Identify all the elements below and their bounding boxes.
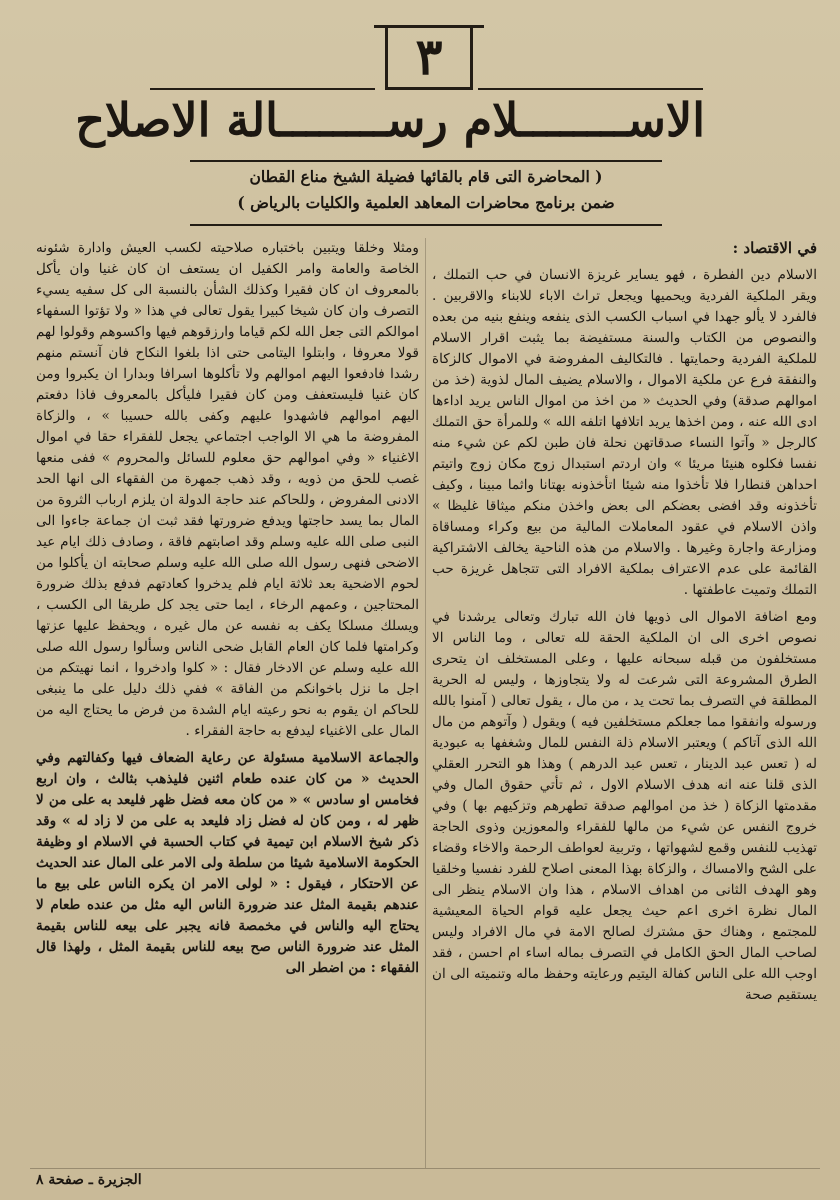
article-title: الاســــــــلام رســــــــالة الاصلاح bbox=[75, 93, 705, 147]
section-heading-economy: في الاقتصاد : bbox=[732, 239, 817, 257]
right-paragraph-2: ومع اضافة الاموال الى ذويها فان الله تبارك وتعالى يرشدنا في نصوص اخرى الى ان الملكية الحقة لله تعالى ، وما الناس الا مستخلفون من قبله سبحانه عليها ، وعلى المستخلف ان يتحرى الطرق المشروعة التى شرعت له ولا يتجاوزها ، وليس له الحرية المطلقة في التصرف بما تحت يد ، من مال ، يقول تعالى ( آمنوا بالله ورسوله وانفقوا مما جعلكم مستخلفين فيه ) ويقول ( وآتوهم من مال الله الذى آتاكم ) ويعتبر الاسلام ذلة النفس للمال وشغفها به عبودية له ( تعس عبد الدينار ، تعس عبد الدرهم ) وهذا هو التحرر العقلي الذى قلنا عنه انه هدف الاسلام الاول ، ثم تأتي حقوق المال وفي مقدمتها الزكاة ( خذ من اموالهم صدقة تطهرهم وتزكيهم بها ) وفي خروج النفس عن شيء من مالها للفقراء والمعوزين وذوى الحاجة تهذيب للنفس وقمع لشهواتها ، وتربية لعواطف الرحمة والاخاء وقضاء على الشح والامساك ، والزكاة بهذا المعنى اصلاح للفرد نفسيا وخلقيا وهو الهدف الثانى من اهداف الاسلام ، هذا وان الاسلام ينظر الى المال نظرة اخرى اعم حيث يجعل عليه قوام الحياة المعيشية للمجتمع ، وهناك حق مشترك لصالح الامة في مال الافراد وليس لصاحب المال الحق الكامل في التصرف بماله اساء ام احسن ، فقد اوجب الله على الناس كفالة اليتيم ورعايته وحفظ ماله وتنميته الى ان يستقيم صحة bbox=[432, 609, 817, 1003]
right-paragraph-1: الاسلام دين الفطرة ، فهو يساير غريزة الانسان في حب التملك ، ويقر الملكية الفردية ويحميها ويجعل تراث الاباء للابناء والاقربين . فالفرد لا يألو جهدا في اسباب الكسب الذى ينفعه وينفع بنيه من بعده والنصوص من الكتاب والسنة مستفيضة بما يثبت اقرار الاسلام للملكية الفردية وحمايتها . فالتكاليف المفروضة في الاموال كالزكاة والنفقة فرع عن ملكية الاموال ، والاسلام يضيف المال لذوية (خذ من اموالهم صدقة) وفي الحديث « من اخذ من اموال الناس يريد اداءها ادى الله عنه ، ومن اخذها يريد اتلافها اتلفه الله » وللمرأة حق التملك كالرجل « وآتوا النساء صدقاتهن نحلة فان طبن لكم عن شيء منه نفسا فكلوه هنيئا مريئا » وان اردتم استبدال زوج مكان زوج واتيتم احداهن قنطارا فلا تأخذوا منه شيئا اتأخذونه بهتانا واثما مبينا ، وكيف تأخذونه وقد افضى بعضكم الى بعض واخذن منكم ميثاقا غليظا » واذن الاسلام في عقود المعاملات المالية من بيع وكراء ومساقاة ومزارعة واجارة وغيرها . والاسلام من هذه الناحية يخالف الاشتراكية القائمة على عدم الاعتراف بملكية الافراد التى تتجاهل غريزة حب التملك وتميت عاطفتها . bbox=[432, 267, 817, 598]
footer-rule bbox=[30, 1168, 820, 1169]
column-separator bbox=[425, 238, 426, 1168]
page-footer: الجزيرة ـ صفحة ٨ bbox=[36, 1172, 142, 1188]
left-column bbox=[36, 238, 419, 1168]
article-subtitle bbox=[190, 160, 662, 226]
left-paragraph-bold: والجماعة الاسلامية مسئولة عن رعاية الضعاف فيها وكفالتهم وفي الحديث « من كان عنده طعام اثنين فليذهب بثالث ، وان اربع فخامس او سادس » « من كان معه فضل ظهر فليعد به على من لا ظهر له ، ومن كان له فضل زاد فليعد به على من لا زاد له » وقد ذكر شيخ الاسلام ابن تيمية في كتاب الحسبة في الاسلام او وظيفة الحكومة الاسلامية شيئا من سلطة ولى الامر على المال عند الحديث عن الاحتكار ، فيقول : « لولى الامر ان يكره الناس على بيع ما عندهم بقيمة المثل عند ضرورة الناس اليه مثل من عنده طعام لا يحتاج اليه والناس في مخمصة فانه يجبر على بيعه للناس بقيمة المثل عند ضرورة الناس صح بيعه للناس بقيمة المثل ، ولهذا قال الفقهاء : من اضطر الى bbox=[36, 750, 419, 976]
article-number: ٣ bbox=[385, 25, 473, 90]
subtitle-line-1: ( المحاضرة التى قام بالقائها فضيلة الشيخ مناع القطان bbox=[249, 167, 603, 186]
subtitle-line-2: ضمن برنامج محاضرات المعاهد العلمية والكليات بالرياض ) bbox=[237, 193, 615, 212]
left-paragraph-1: ومثلا وخلقا ويتبين باختباره صلاحيته لكسب العيش وادارة شئونه الخاصة والعامة وامر الكفيل ان يستعف ان كان غنيا وان يأكل بالمعروف ان كان فقيرا وكذلك الشأن بالنسبة الى كل سفيه يسيء التصرف وان كان شيخا كبيرا يقول تعالى في هذا « ولا تؤتوا السفهاء اموالكم التى جعل الله لكم قياما وارزقوهم فيها واكسوهم وقولوا لهم قولا معروفا ، وابتلوا اليتامى حتى اذا بلغوا النكاح فان آنستم منهم رشدا فادفعوا اليهم اموالهم ولا تأكلوها اسرافا وبدارا ان يكبروا ومن كان غنيا فليستعفف ومن كان فقيرا فليأكل بالمعروف فاذا دفعتم اليهم اموالهم فاشهدوا عليهم وكفى بالله حسيبا » ، والزكاة المفروضة ما هي الا الواجب اجتماعي يجعل للفقراء حقا في اموال الاغنياء « وفي اموالهم حق معلوم للسائل والمحروم » ففى منعها غصب للحق من ذويه ، وقد ذهب جمهرة من الفقهاء الى انها الحد الادنى المفروض ، وللحاكم عند حاجة الدولة ان يلزم ارباب الثروة من المال بما يسد حاجتها ويدفع ضرورتها فقد ثبت ان جماعة جاءوا الى النبى صلى الله عليه وسلم وقد اصابتهم فاقة ، وصادف ذلك ايام عيد الاضحى فنهى رسول الله صلى الله عليه وسلم صحابته ان يأكلوا من لحوم الاضحية بعد ثلاثة ايام فلم يدخروا كعادتهم فدفع بذلك ضرورة المحتاجين ، وعمهم الرخاء ، ايما حتى يجد كل طريقا الى الكسب ، ويسلك مسلكا يكف به نفسه عن مال غيره ، ويحفظ عليها عزتها وكرامتها فلما كان العام القابل ضحى الناس وسألوا رسول الله صلى الله عليه وسلم عن الادخار فقال : « كلوا وادخروا ، انما نهيتكم من اجل ما نزل باخوانكم من الفاقة » ففي ذلك دليل على ما ينبغى للحاكم ان يقوم به نحو رعيته ايام الشدة من فرض ما يحتاج اليه من المال على الاغنياء ليدفع به حاجة الفقراء . bbox=[36, 240, 419, 739]
right-column bbox=[432, 238, 817, 1168]
